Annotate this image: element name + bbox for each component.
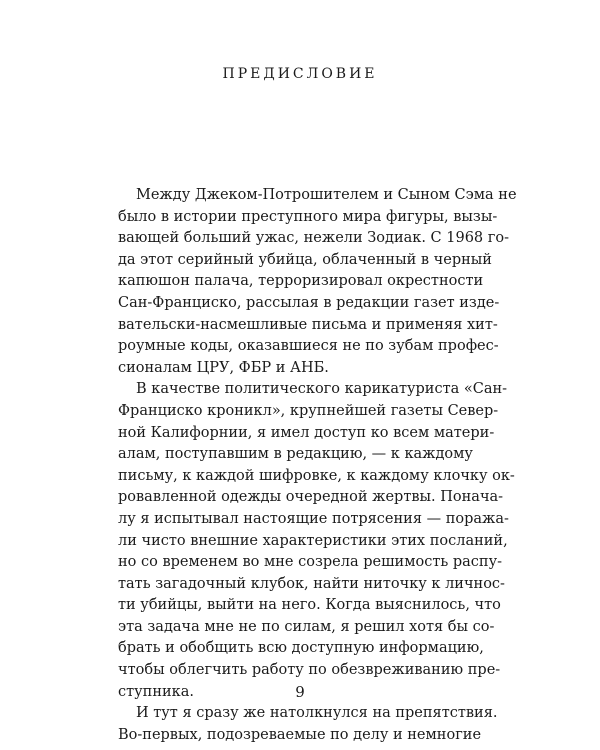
text-line: но со временем во мне созрела решимость распу-	[118, 554, 503, 571]
text-line: Франциско кроникл», крупнейшей газеты Север-	[118, 402, 499, 419]
body-text	[118, 185, 517, 746]
text-line: лу я испытывал настоящие потрясения — поража-	[118, 510, 509, 527]
text-line: роумные коды, оказавшиеся не по зубам профес-	[118, 338, 499, 355]
text-line: В качестве политического карикатуриста «Сан-	[136, 381, 508, 398]
text-line: сионалам ЦРУ, ФБР и АНБ.	[118, 359, 329, 376]
text-line: Сан-Франциско, рассылая в редакции газет изде-	[118, 294, 500, 311]
text-line: ли чисто внешние характеристики этих посланий,	[118, 532, 508, 549]
page-number: 9	[295, 683, 305, 701]
text-line: капюшон палача, терроризировал окрестности	[118, 273, 484, 290]
page-title: ПРЕДИСЛОВИЕ	[222, 66, 378, 82]
text-line: вательски-насмешливые письма и применяя хит-	[118, 316, 498, 333]
text-line: эта задача мне не по силам, я решил хотя бы со-	[118, 618, 495, 635]
text-line: было в истории преступного мира фигуры, вызы-	[118, 208, 498, 225]
text-line: брать и обобщить всю доступную информацию,	[118, 640, 484, 657]
text-line: Между Джеком-Потрошителем и Сыном Сэма не	[136, 187, 517, 203]
text-line: ступника.	[118, 683, 194, 700]
text-line: ти убийцы, выйти на него. Когда выяснилось, что	[118, 597, 501, 614]
text-line: тать загадочный клубок, найти ниточку к личнос-	[118, 575, 505, 592]
text-line: ной Калифорнии, я имел доступ ко всем матери-	[118, 424, 495, 441]
text-line: И тут я сразу же натолкнулся на препятствия.	[136, 705, 498, 722]
text-line: да этот серийный убийца, облаченный в черный	[118, 251, 492, 268]
text-line: Во-первых, подозреваемые по делу и немногие	[118, 726, 482, 743]
text-line: ровавленной одежды очередной жертвы. Понача-	[118, 489, 504, 506]
text-line: чтобы облегчить работу по обезвреживанию пре-	[118, 662, 501, 679]
text-line: вающей больший ужас, нежели Зодиак. С 1968 го-	[118, 230, 509, 247]
text-line: алам, поступавшим в редакцию, — к каждому	[118, 446, 473, 463]
text-line: письму, к каждой шифровке, к каждому клочку ок-	[118, 467, 515, 484]
